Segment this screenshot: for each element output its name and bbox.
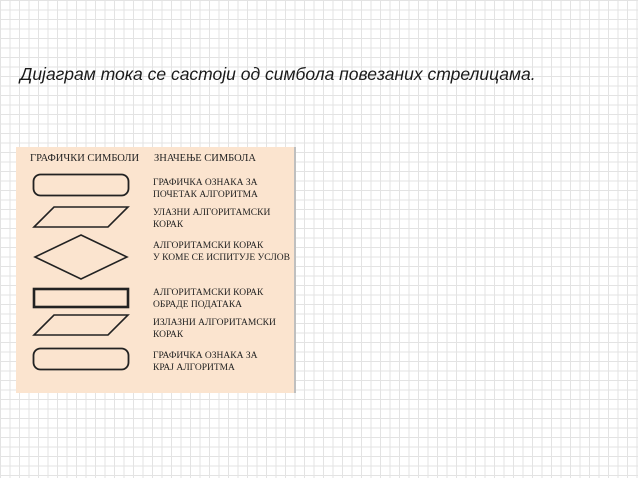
meaning-line: УЛАЗНИ АЛГОРИТАМСКИ <box>153 208 271 218</box>
output-step-meaning <box>153 317 276 341</box>
meaning-line: АЛГОРИТАМСКИ КОРАК <box>153 241 264 251</box>
meaning-line: АЛГОРИТАМСКИ КОРАК <box>153 288 264 298</box>
meaning-line: ОБРАДЕ ПОДАТАКА <box>153 300 243 310</box>
header-graphic-symbols: ГРАФИЧКИ СИМБОЛИ <box>30 153 140 164</box>
start-terminal-symbol <box>32 173 130 197</box>
start-terminal-meaning <box>153 177 258 201</box>
meaning-line: КОРАК <box>153 330 184 340</box>
meaning-line: ИЗЛАЗНИ АЛГОРИТАМСКИ <box>153 318 276 328</box>
flowchart-symbol-legend <box>16 147 296 393</box>
process-rectangle-symbol <box>32 287 130 309</box>
decision-step-meaning <box>153 240 290 264</box>
meaning-line: У КОМЕ СЕ ИСПИТУЈЕ УСЛОВ <box>153 253 290 263</box>
process-step-meaning <box>153 287 263 311</box>
end-terminal-meaning <box>153 350 257 374</box>
meaning-line: ГРАФИЧКА ОЗНАКА ЗА <box>153 178 258 188</box>
output-parallelogram-symbol <box>32 313 130 337</box>
end-terminal-symbol <box>32 347 130 371</box>
input-parallelogram-symbol <box>32 205 130 229</box>
header-symbol-meaning: ЗНАЧЕЊЕ СИМБОЛА <box>154 153 256 164</box>
input-step-meaning <box>153 207 270 231</box>
meaning-line: КРАЈ АЛГОРИТМА <box>153 363 235 373</box>
meaning-line: КОРАК <box>153 220 184 230</box>
decision-diamond-symbol <box>32 233 130 281</box>
slide-title: Дијаграм тока се састоји од симбола повезаних стрелицама. <box>20 64 536 84</box>
meaning-line: ГРАФИЧКА ОЗНАКА ЗА <box>153 351 258 361</box>
meaning-line: ПОЧЕТАК АЛГОРИТМА <box>153 190 258 200</box>
